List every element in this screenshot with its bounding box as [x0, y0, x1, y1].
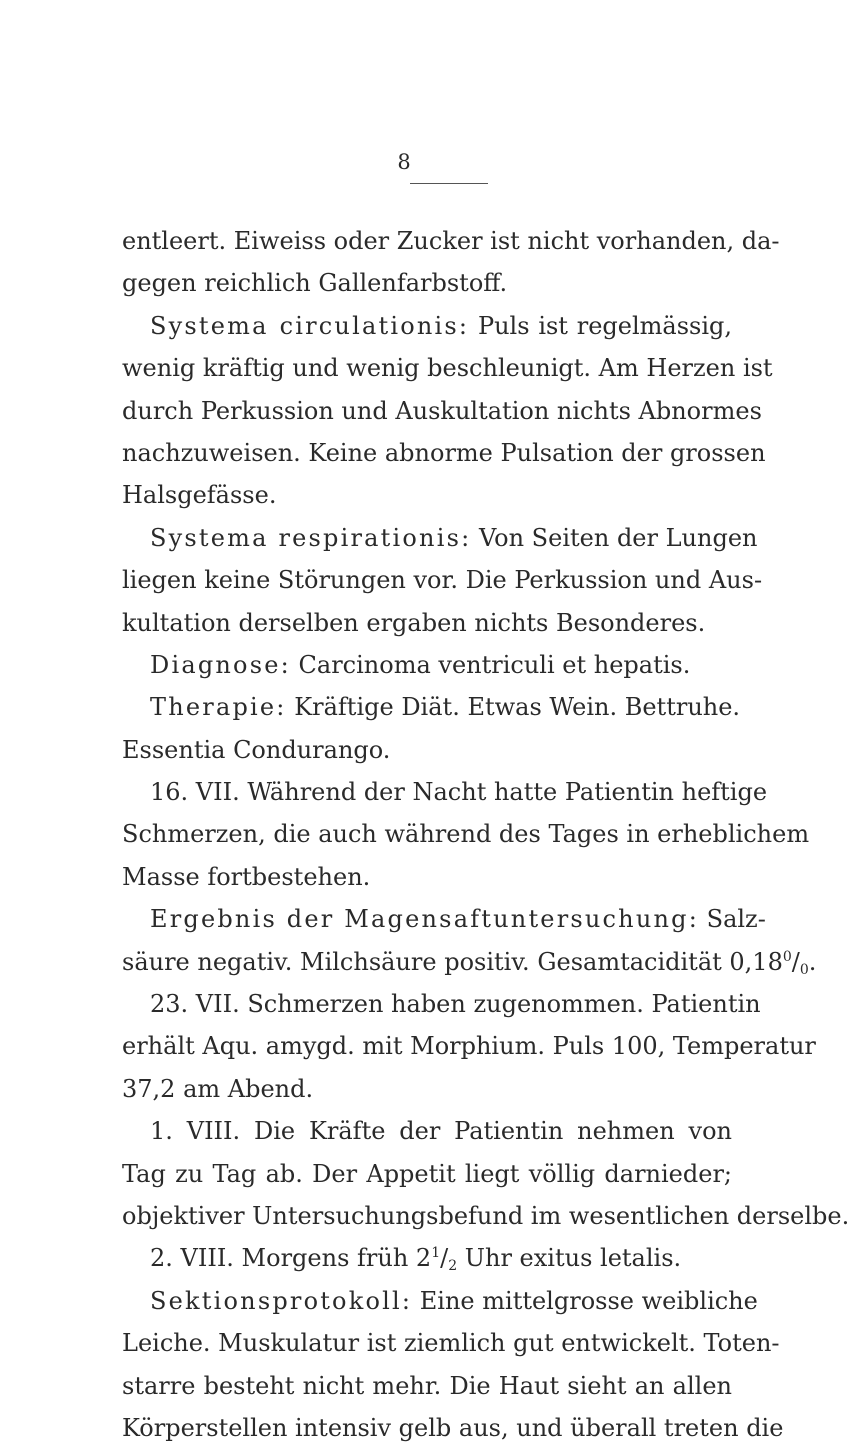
text-run: entleert. Eiweiss oder Zucker ist nicht vorhanden, da-	[122, 227, 780, 255]
text-run: Körperstellen intensiv gelb aus, und überall treten die	[122, 1413, 784, 1442]
text-line	[122, 1068, 732, 1110]
text-line	[122, 347, 773, 389]
text-run: Masse fortbestehen.	[122, 862, 371, 891]
text-run: erhält Aqu. amygd. mit Morphium. Puls 100, Temperatur	[122, 1032, 816, 1061]
text-line	[122, 771, 768, 813]
text-line	[122, 1280, 758, 1322]
text-run: kultation derselben ergaben nichts Besonderes.	[122, 608, 706, 637]
text-run: Puls ist regelmässig,	[469, 311, 733, 340]
text-line	[122, 1407, 784, 1449]
text-line	[122, 856, 732, 898]
text-line	[122, 602, 732, 644]
text-run: Tag zu Tag ab. Der Appetit liegt völlig darnieder;	[122, 1159, 732, 1188]
text-line	[122, 1195, 849, 1237]
text-line	[122, 390, 762, 432]
text-run: Carcinoma ventriculi et hepatis.	[290, 650, 691, 679]
text-line	[122, 1153, 732, 1195]
text-run: /	[440, 1244, 449, 1273]
text-run: Salz-	[699, 905, 766, 934]
text-line	[122, 1025, 816, 1067]
text-run: 16. VII. Während der Nacht hatte Patientin heftige	[150, 778, 768, 807]
text-run: /	[791, 947, 800, 976]
text-line	[122, 644, 732, 686]
text-run: Essentia Condurango.	[122, 735, 391, 764]
spaced-heading: Systema respirationis:	[150, 523, 472, 552]
text-line	[122, 983, 761, 1025]
text-line	[122, 474, 732, 516]
text-run: Eine mittelgrosse weibliche	[412, 1286, 758, 1315]
text-run: Halsgefässe.	[122, 481, 277, 510]
header-rule	[410, 183, 488, 184]
text-line	[122, 898, 766, 940]
spaced-heading: Therapie:	[150, 693, 287, 722]
page-number: 8	[397, 150, 411, 174]
text-line	[122, 1365, 732, 1407]
text-run: Uhr exitus letalis.	[457, 1244, 682, 1273]
text-run: säure negativ. Milchsäure positiv. Gesamtacidität 0,18	[122, 947, 783, 976]
text-line	[122, 813, 810, 855]
text-run: 1. VIII. Die Kräfte der Patientin nehmen von	[150, 1117, 732, 1146]
text-run: Schmerzen, die auch während des Tages in erheblichem	[122, 820, 810, 849]
text-run: objektiver Untersuchungsbefund im wesentlichen derselbe.	[122, 1201, 849, 1230]
text-run: starre besteht nicht mehr. Die Haut sieht an allen	[122, 1371, 732, 1400]
text-run: wenig kräftig und wenig beschleunigt. Am Herzen ist	[122, 354, 773, 383]
text-run: 37,2 am Abend.	[122, 1074, 314, 1103]
text-line	[122, 729, 732, 771]
text-line	[122, 1237, 732, 1279]
spaced-heading: Systema circulationis:	[150, 311, 470, 340]
text-line	[122, 1322, 780, 1364]
body-text	[122, 220, 849, 1449]
subscript: 2	[448, 1258, 458, 1275]
spaced-heading: Ergebnis der Magensaftuntersuchung:	[150, 905, 699, 934]
text-line	[122, 517, 758, 559]
text-line	[122, 305, 732, 347]
spaced-heading: Diagnose:	[150, 650, 291, 679]
text-run: gegen reichlich Gallenfarbstoff.	[122, 269, 508, 298]
text-line	[122, 559, 763, 601]
text-run: .	[808, 947, 817, 976]
text-run: 23. VII. Schmerzen haben zugenommen. Patientin	[150, 990, 761, 1019]
text-run: Leiche. Muskulatur ist ziemlich gut entwickelt. Toten-	[122, 1329, 780, 1358]
text-line	[122, 262, 732, 304]
subscript: 0	[799, 961, 809, 978]
text-line	[122, 686, 741, 728]
superscript: 1	[431, 1245, 441, 1262]
text-line	[122, 1110, 732, 1152]
text-run: Kräftige Diät. Etwas Wein. Bettruhe.	[286, 693, 741, 722]
text-line	[122, 432, 766, 474]
text-line	[122, 220, 780, 262]
text-run: durch Perkussion und Auskultation nichts Abnormes	[122, 396, 762, 425]
text-line	[122, 941, 817, 983]
text-run: Von Seiten der Lungen	[471, 523, 758, 552]
text-run: 2. VIII. Morgens früh 2	[150, 1244, 432, 1273]
text-run: nachzuweisen. Keine abnorme Pulsation der grossen	[122, 438, 766, 467]
superscript: 0	[782, 948, 792, 965]
spaced-heading: Sektionsprotokoll:	[150, 1286, 413, 1315]
text-run: liegen keine Störungen vor. Die Perkussion und Aus-	[122, 566, 763, 595]
